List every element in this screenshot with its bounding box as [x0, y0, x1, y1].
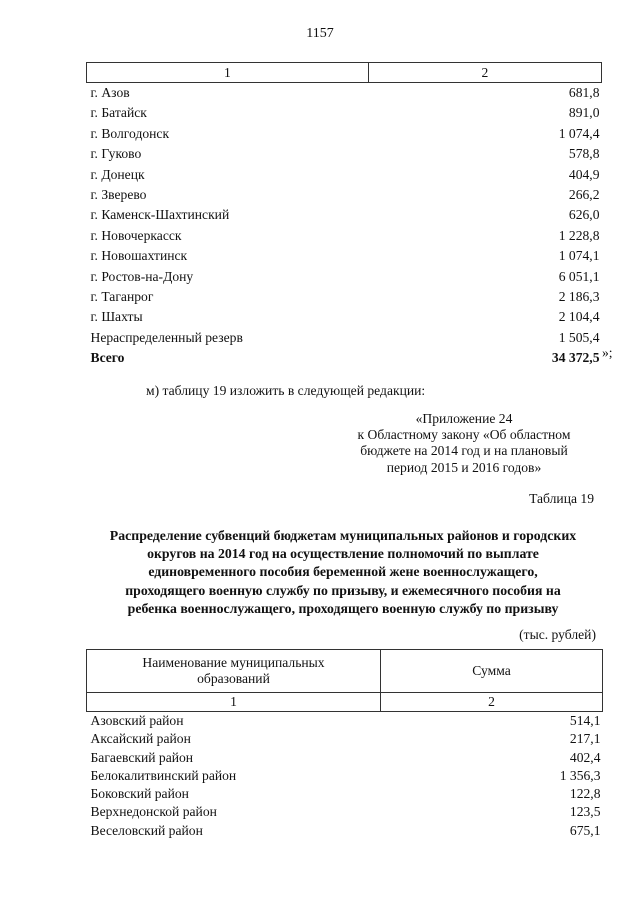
row-name: г. Батайск [90, 105, 147, 121]
table-header-numbers-row [87, 693, 603, 712]
row-value: 6 051,1 [558, 268, 600, 284]
table-row [87, 267, 602, 287]
row-name: г. Шахты [90, 309, 143, 325]
row-value: 123,5 [569, 804, 601, 820]
row-value: 1 505,4 [558, 329, 600, 345]
amendment-instruction: м) таблицу 19 изложить в следующей редакции: [146, 383, 426, 398]
row-name: г. Ростов-на-Дону [90, 268, 194, 284]
header-sum: Сумма [381, 650, 603, 693]
row-name: Багаевский район [90, 749, 194, 765]
row-name: г. Азов [90, 85, 130, 100]
row-name: г. Донецк [90, 166, 145, 182]
table-total-row [87, 348, 602, 368]
row-value: 626,0 [568, 207, 600, 223]
closing-quote-mark: »; [602, 345, 613, 360]
table-row [87, 205, 602, 225]
title-line: проходящего военную службу по призыву, и ежемесячного пособия на [125, 582, 561, 598]
column-number-1: 1 [87, 693, 381, 712]
appendix-line: к Областному закону «Об областном [357, 427, 571, 443]
row-name: Нераспределенный резерв [90, 329, 243, 345]
title-line: ребенка военнослужащего, проходящего военную службу по призыву [127, 600, 559, 616]
table-row [87, 83, 602, 104]
table-row [87, 749, 603, 767]
table-row [87, 328, 602, 348]
title-line: Распределение субвенций бюджетам муниципальных районов и городских [109, 528, 577, 543]
row-name: Азовский район [90, 713, 184, 728]
table-row [87, 226, 602, 246]
row-value: 675,1 [569, 822, 601, 838]
row-value: 122,8 [569, 786, 601, 802]
appendix-line: «Приложение 24 [415, 411, 513, 426]
table-header-row [87, 63, 602, 83]
page-number: 1157 [306, 26, 334, 41]
table-row [87, 124, 602, 144]
row-value: 402,4 [569, 749, 601, 765]
row-value: 1 228,8 [558, 227, 600, 243]
row-name: Аксайский район [90, 731, 191, 747]
table-row [87, 103, 602, 123]
row-value: 891,0 [568, 105, 600, 121]
row-name: г. Зверево [90, 187, 147, 203]
column-number-2: 2 [381, 693, 603, 712]
total-label: Всего [90, 350, 125, 366]
row-name: Верхнедонской район [90, 804, 217, 820]
row-value: 578,8 [568, 146, 600, 162]
row-value: 1 074,4 [558, 125, 600, 141]
row-name: Боковский район [90, 786, 189, 802]
row-value: 1 356,3 [559, 767, 601, 783]
units-label: (тыс. рублей) [519, 627, 596, 642]
header-line: образований [197, 671, 270, 686]
table-row [87, 165, 602, 185]
column-number-2: 2 [368, 63, 601, 83]
appendix-reference [334, 411, 594, 476]
table-row [87, 767, 603, 785]
column-number-1: 1 [87, 63, 369, 83]
row-name: г. Каменск-Шахтинский [90, 207, 230, 223]
row-name: г. Гуково [90, 146, 142, 162]
table-row [87, 712, 603, 731]
title-line: единовременного пособия беременной жене военнослужащего, [148, 564, 538, 580]
row-name: г. Волгодонск [90, 125, 170, 141]
table-row [87, 730, 603, 748]
table-header-row [87, 650, 603, 693]
row-name: Веселовский район [90, 822, 203, 838]
row-value: 217,1 [569, 731, 601, 747]
header-line: Наименование муниципальных [142, 655, 325, 670]
row-value: 266,2 [568, 187, 600, 203]
row-name: г. Новошахтинск [90, 248, 188, 264]
row-value: 514,1 [569, 713, 601, 728]
row-name: г. Таганрог [90, 289, 154, 305]
table-row [87, 785, 603, 803]
table-municipal-districts-continued [86, 62, 602, 369]
appendix-line: период 2015 и 2016 годов» [386, 459, 542, 475]
table-title [78, 527, 608, 618]
table-row [87, 287, 602, 307]
row-value: 404,9 [568, 166, 600, 182]
table-row [87, 246, 602, 266]
title-line: округов на 2014 год на осуществление полномочий по выплате [147, 546, 539, 562]
header-municipality-name [87, 650, 381, 693]
table-row [87, 822, 603, 840]
row-value: 681,8 [568, 85, 600, 100]
table-row [87, 307, 602, 327]
row-value: 1 074,1 [558, 248, 600, 264]
table-subventions [86, 649, 603, 840]
table-label: Таблица 19 [529, 491, 594, 506]
row-value: 2 186,3 [558, 289, 600, 305]
table-row [87, 803, 603, 821]
row-name: Белокалитвинский район [90, 767, 237, 783]
row-name: г. Новочеркасск [90, 227, 182, 243]
appendix-line: бюджете на 2014 год и на плановый [360, 443, 568, 459]
table-row [87, 144, 602, 164]
total-value: 34 372,5 [551, 350, 600, 366]
row-value: 2 104,4 [558, 309, 600, 325]
table-row [87, 185, 602, 205]
